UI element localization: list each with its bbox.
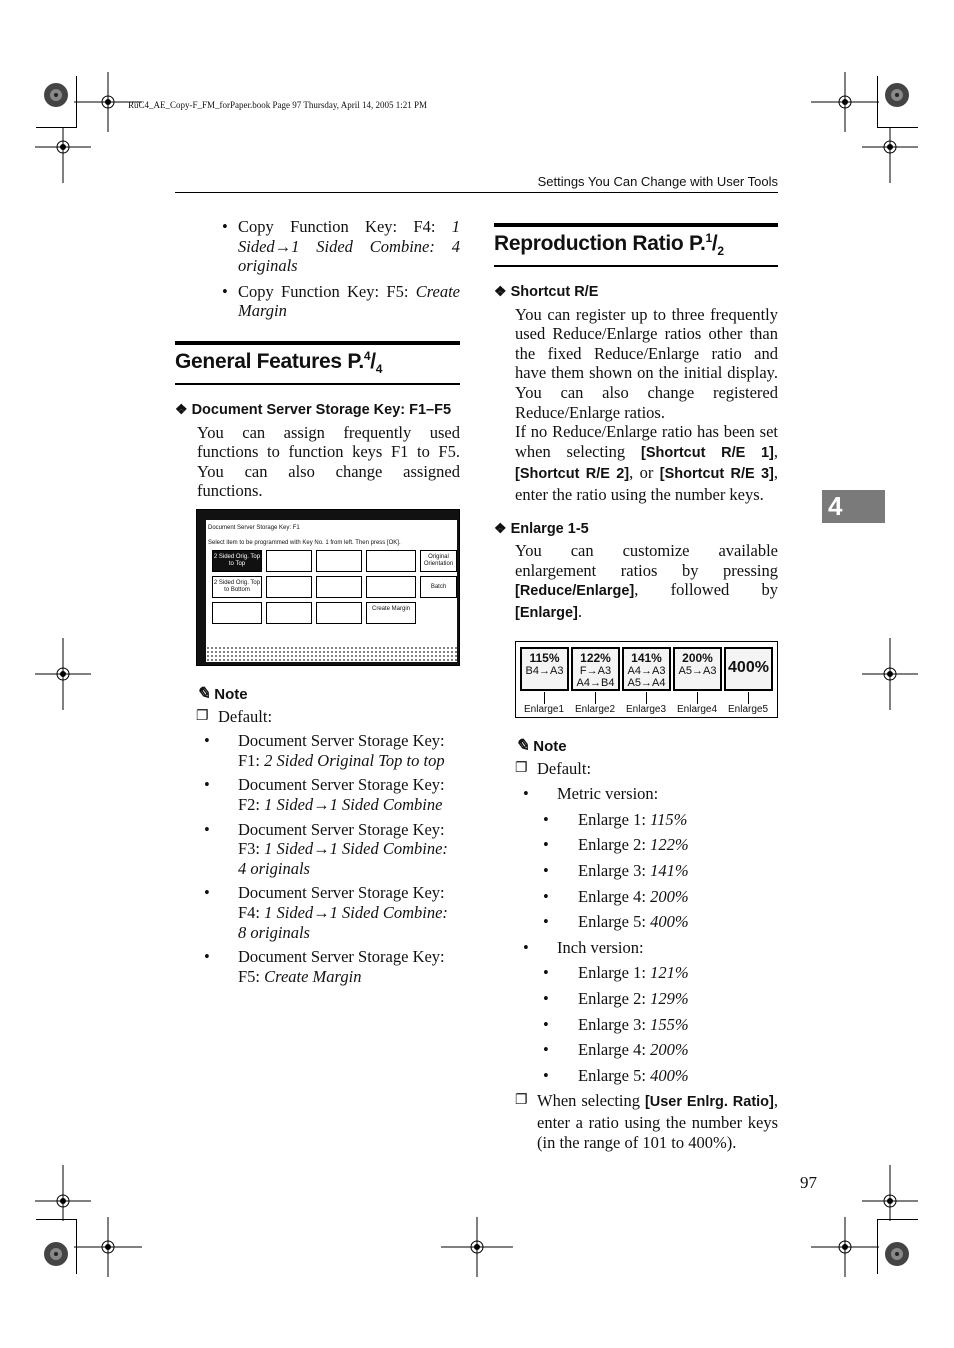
enlarge4-label: Enlarge4 bbox=[676, 704, 718, 715]
running-head: Settings You Can Change with User Tools bbox=[537, 174, 778, 189]
subhead-document-server: Document Server Storage Key: F1–F5 bbox=[191, 402, 452, 418]
callout-line bbox=[646, 692, 647, 704]
user-enlarge-note: ❐ When selecting [User Enlrg. Ratio], enter a ratio using the number keys (in the range of 101 to 400%). bbox=[515, 1091, 778, 1152]
list-item: • Enlarge 1: 121% bbox=[515, 963, 778, 983]
function-icon-button[interactable] bbox=[316, 576, 362, 598]
section-rule bbox=[175, 383, 460, 385]
default-label: ❐ Default: bbox=[515, 759, 778, 779]
inch-label: • Inch version: bbox=[515, 938, 778, 958]
list-item: • Enlarge 3: 141% bbox=[515, 861, 778, 881]
list-item: • Enlarge 3: 155% bbox=[515, 1015, 778, 1035]
diamond-icon: ❖ bbox=[494, 283, 507, 299]
subhead-enlarge: Enlarge 1-5 bbox=[510, 520, 589, 537]
list-item: • Document Server Storage Key: F2: 1 Sided→1 Sided Combine bbox=[196, 775, 460, 814]
list-item: • Enlarge 1: 115% bbox=[515, 810, 778, 830]
list-item: • Enlarge 2: 122% bbox=[515, 835, 778, 855]
list-item: • Enlarge 2: 129% bbox=[515, 989, 778, 1009]
top-to-top-button[interactable]: 2 Sided Orig. Top to Top bbox=[212, 550, 262, 572]
metric-label: • Metric version: bbox=[515, 784, 778, 804]
list-item: • Document Server Storage Key: F3: 1 Sided→1 Sided Combine: 4 originals bbox=[196, 820, 460, 879]
section-rule bbox=[494, 265, 778, 267]
batch-button[interactable]: Batch bbox=[420, 576, 457, 598]
left-note bbox=[196, 684, 460, 986]
function-icon-button[interactable] bbox=[212, 602, 262, 624]
diamond-icon: ❖ bbox=[494, 519, 507, 536]
page-number: 97 bbox=[800, 1173, 817, 1192]
screen-title: Document Server Storage Key: F1 bbox=[208, 525, 300, 531]
section-rule bbox=[175, 341, 460, 345]
print-info: RuC4_AE_Copy-F_FM_forPaper.book Page 97 Thursday, April 14, 2005 1:21 PM bbox=[128, 100, 428, 110]
enlarge3-label: Enlarge3 bbox=[625, 704, 667, 715]
section-title-general-features: General Features $P.^4/_4$ bbox=[175, 349, 383, 377]
list-item: • Enlarge 4: 200% bbox=[515, 1040, 778, 1060]
callout-line bbox=[748, 692, 749, 704]
list-item: • Copy Function Key: F4: 1 Sided→1 Sided Combine: 4 originals bbox=[214, 217, 460, 276]
enlarge2-label: Enlarge2 bbox=[574, 704, 616, 715]
shortcut-body-keys: If no Reduce/Enlarge ratio has been set when selecting [Shortcut R/E 1], [Shortcut R/E 2], or [Shortcut R/E 3], enter the ratio using the number keys. bbox=[515, 422, 779, 504]
enlarge5-label: Enlarge5 bbox=[727, 704, 769, 715]
list-item: • Enlarge 5: 400% bbox=[515, 912, 778, 932]
shortcut-body: You can register up to three frequently used Reduce/Enlarge ratios other than the fixed Reduce/Enlarge ratio and have them shown on the initial display. You can also change registered Reduce/Enlarge ratios. bbox=[515, 304, 778, 422]
function-icon-button[interactable] bbox=[316, 550, 362, 572]
default-label: ❐ Default: bbox=[196, 707, 460, 727]
list-item: • Document Server Storage Key: F4: 1 Sided→1 Sided Combine: 8 originals bbox=[196, 883, 460, 942]
left-top-bullets bbox=[214, 217, 460, 321]
enlarge4-key[interactable]: 200% A5→A3 bbox=[673, 647, 722, 691]
create-margin-button[interactable]: Create Margin bbox=[366, 602, 416, 624]
list-item: • Enlarge 5: 400% bbox=[515, 1066, 778, 1086]
document-server-body: You can assign frequently used functions to function keys F1 to F5. You can also change assigned functions. bbox=[197, 422, 460, 501]
section-title-reproduction-ratio: Reproduction Ratio $P.^1/_2$ bbox=[494, 231, 724, 259]
function-icon-button[interactable] bbox=[366, 550, 416, 572]
function-icon-button[interactable] bbox=[266, 550, 312, 572]
subhead-shortcut: Shortcut R/E bbox=[510, 284, 599, 300]
chapter-tab: 4 bbox=[822, 490, 885, 523]
pencil-icon: ✎ bbox=[515, 736, 530, 755]
top-to-bottom-button[interactable]: 2 Sided Orig. Top to Bottom bbox=[212, 576, 262, 598]
document-server-section bbox=[175, 400, 460, 501]
callout-line bbox=[595, 692, 596, 704]
enlarge-keys-figure bbox=[515, 641, 778, 718]
enlarge3-key[interactable]: 141% A4→A3 A5→A4 bbox=[622, 647, 671, 691]
diamond-icon: ❖ bbox=[175, 401, 188, 417]
right-note bbox=[515, 736, 778, 1152]
function-icon-button[interactable] bbox=[266, 602, 312, 624]
function-icon-button[interactable] bbox=[316, 602, 362, 624]
callout-line bbox=[544, 692, 545, 704]
original-orientation-button[interactable]: Original Orientation bbox=[420, 550, 457, 572]
list-item: • Enlarge 4: 200% bbox=[515, 887, 778, 907]
enlarge1-key[interactable]: 115% B4→A3 bbox=[520, 647, 569, 691]
list-item: • Document Server Storage Key: F1: 2 Sided Original Top to top bbox=[196, 731, 460, 770]
function-icon-button[interactable] bbox=[366, 576, 416, 598]
document-server-screen bbox=[196, 509, 460, 666]
running-head-rule bbox=[175, 192, 778, 193]
note-label: Note bbox=[533, 738, 567, 755]
callout-line bbox=[697, 692, 698, 704]
screen-dot-pattern bbox=[206, 646, 457, 662]
list-item: • Document Server Storage Key: F5: Create Margin bbox=[196, 947, 460, 986]
screen-instruction: Select item to be programmed with Key No. 1 from left. Then press [OK]. bbox=[208, 540, 401, 546]
pencil-icon: ✎ bbox=[196, 684, 211, 703]
list-item: • Copy Function Key: F5: Create Margin bbox=[214, 282, 460, 321]
enlarge1-label: Enlarge1 bbox=[523, 704, 565, 715]
section-rule bbox=[494, 223, 778, 227]
note-label: Note bbox=[214, 686, 248, 703]
function-icon-button[interactable] bbox=[266, 576, 312, 598]
enlarge2-key[interactable]: 122% F→A3 A4→B4 bbox=[571, 647, 620, 691]
enlarge5-key[interactable]: 400% bbox=[724, 647, 773, 691]
shortcut-section bbox=[494, 282, 778, 624]
enlarge-body: You can customize available enlargement ratios by pressing [Reduce/Enlarge], followed by [Enlarge]. bbox=[515, 541, 778, 621]
